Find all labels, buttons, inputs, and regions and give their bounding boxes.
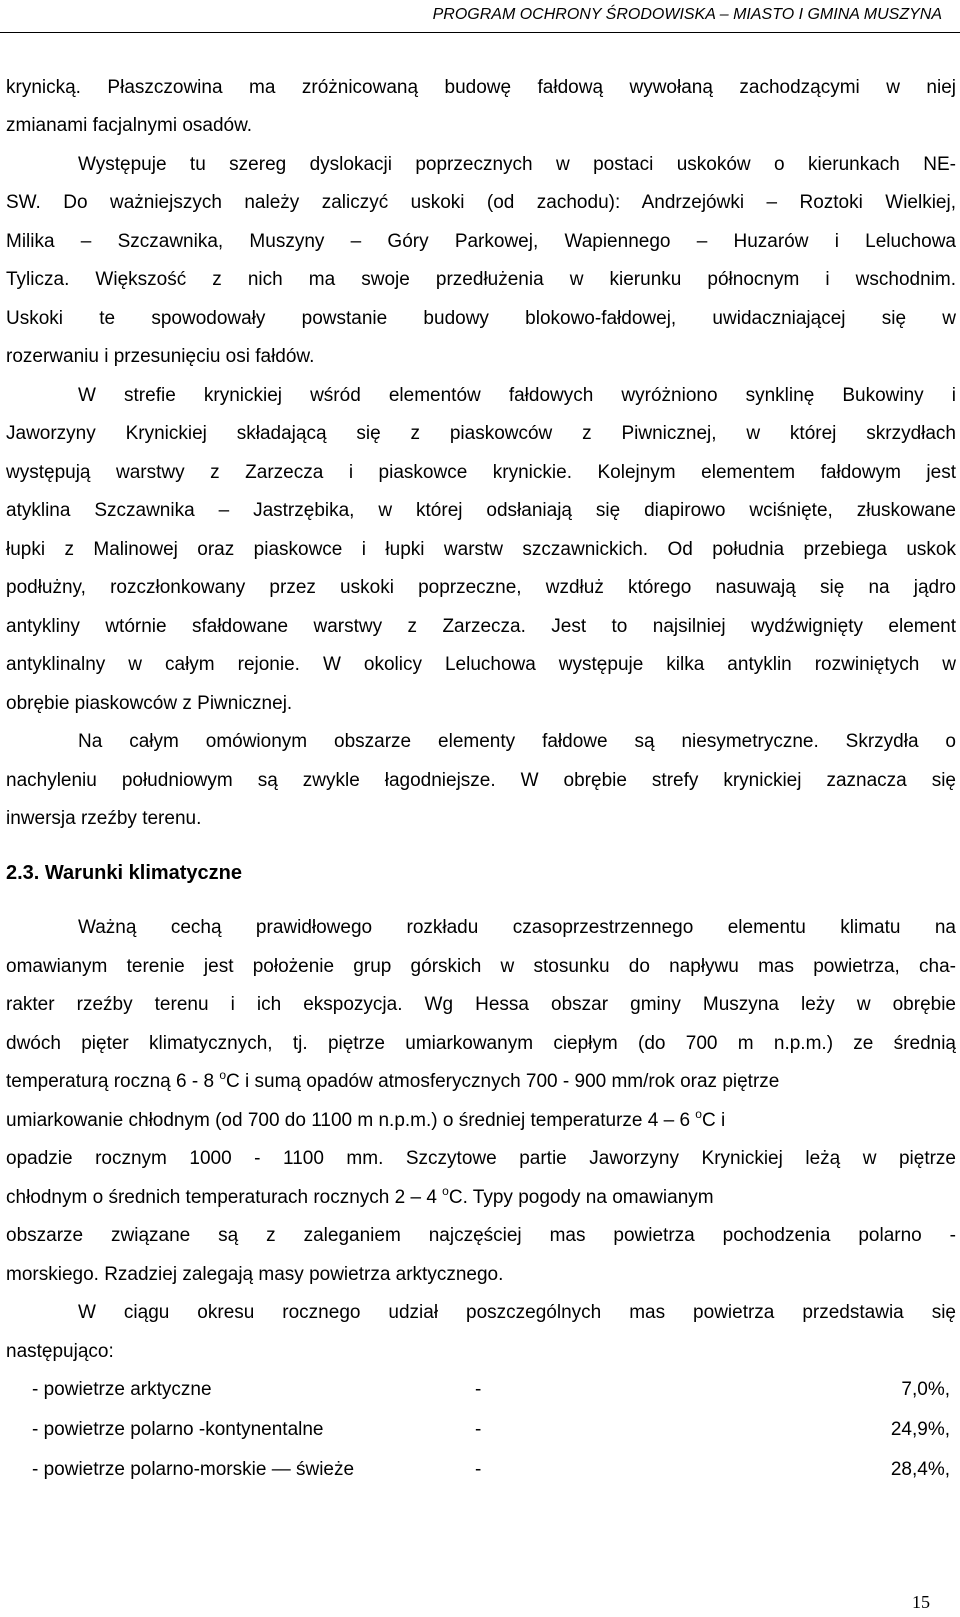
list-item-value: 7,0%, bbox=[901, 1379, 950, 1400]
list-item-value: 24,9%, bbox=[890, 1419, 950, 1440]
section-heading bbox=[6, 861, 956, 885]
header-title: PROGRAM OCHRONY ŚRODOWISKA – MIASTO I GMINA MUSZYNA bbox=[432, 6, 942, 23]
list-item-dash: - bbox=[475, 1419, 482, 1440]
text-line: łupki z Malinowej oraz piaskowce i łupki warstw szczawnickich. Od południa przebiega uskok bbox=[6, 539, 956, 560]
text-line: dwóch pięter klimatycznych, tj. piętrze umiarkowanym ciepłym (do 700 m n.p.m.) ze średnią bbox=[6, 1033, 956, 1054]
text-line: atyklina Szczawnika – Jastrzębika, w której odsłaniają się diapirowo wciśnięte, złuskowane bbox=[6, 500, 956, 521]
text-line: SW. Do ważniejszych należy zaliczyć uskoki (od zachodu): Andrzejówki – Roztoki Wielkiej, bbox=[6, 192, 956, 213]
text-line: Ważną cechą prawidłowego rozkładu czasoprzestrzennego elementu klimatu na bbox=[78, 917, 956, 938]
text-line: rozerwaniu i przesunięciu osi fałdów. bbox=[6, 346, 315, 367]
text-line: temperaturą roczną 6 - 8 $^o$C i sumą opadów atmosferycznych 700 - 900 mm/rok oraz piętrze bbox=[6, 1068, 780, 1092]
text-line: nachyleniu południowym są zwykle łagodniejsze. W obrębie strefy krynickiej zaznacza się bbox=[6, 770, 956, 791]
list-item-label: - powietrze arktyczne bbox=[32, 1379, 212, 1400]
text-line: podłużny, rozczłonkowany przez uskoki poprzeczne, wzdłuż którego nasuwają się na jądro bbox=[6, 577, 956, 598]
text-line: opadzie rocznym 1000 - 1100 mm. Szczytowe partie Jaworzyny Krynickiej leżą w piętrze bbox=[6, 1148, 956, 1169]
text-line: rakter rzeźby terenu i ich ekspozycja. Wg Hessa obszar gminy Muszyna leży w obrębie bbox=[6, 994, 956, 1015]
page-number: 15 bbox=[912, 1592, 930, 1612]
text-line: Tylicza. Większość z nich ma swoje przedłużenia w kierunku północnym i wschodnim. bbox=[6, 269, 956, 290]
list-item bbox=[32, 1458, 950, 1482]
text-line: obszarze związane są z zaleganiem najczęściej mas powietrza pochodzenia polarno - bbox=[6, 1225, 956, 1246]
list-item bbox=[32, 1378, 950, 1402]
text-line: Milika – Szczawnika, Muszyny – Góry Parkowej, Wapiennego – Huzarów i Leluchowa bbox=[6, 231, 956, 252]
list-item-label: - powietrze polarno -kontynentalne bbox=[32, 1419, 324, 1440]
text-line: W ciągu okresu rocznego udział poszczególnych mas powietrza przedstawia się bbox=[78, 1302, 956, 1323]
text-line: Na całym omówionym obszarze elementy fałdowe są niesymetryczne. Skrzydła o bbox=[78, 731, 956, 752]
text-line: krynicką. Płaszczowina ma zróżnicowaną budowę fałdową wywołaną zachodzącymi w niej bbox=[6, 77, 956, 98]
text-line: Jaworzyny Krynickiej składającą się z piaskowców z Piwnicznej, w której skrzydłach bbox=[6, 423, 956, 444]
text-line: inwersja rzeźby terenu. bbox=[6, 808, 202, 829]
text-line: morskiego. Rzadziej zalegają masy powietrza arktycznego. bbox=[6, 1264, 504, 1285]
section-title: Warunki klimatyczne bbox=[44, 862, 243, 884]
section-number: 2.3. bbox=[6, 862, 40, 884]
text-line: Występuje tu szereg dyslokacji poprzecznych w postaci uskoków o kierunkach NE- bbox=[78, 154, 956, 175]
text-line: antyklinalny w całym rejonie. W okolicy Leluchowa występuje kilka antyklin rozwiniętych w bbox=[6, 654, 956, 675]
list-item bbox=[32, 1418, 950, 1442]
text-line: omawianym terenie jest położenie grup górskich w stosunku do napływu mas powietrza, cha- bbox=[6, 956, 956, 977]
text-line: umiarkowanie chłodnym (od 700 do 1100 m n.p.m.) o średniej temperaturze 4 – 6 $^o$C i bbox=[6, 1107, 726, 1131]
text-line: obrębie piaskowców z Piwnicznej. bbox=[6, 693, 293, 714]
list-item-dash: - bbox=[475, 1379, 482, 1400]
text-line: chłodnym o średnich temperaturach rocznych 2 – 4 $^o$C. Typy pogody na omawianym bbox=[6, 1184, 714, 1208]
text-line: Uskoki te spowodowały powstanie budowy blokowo-fałdowej, uwidaczniającej się w bbox=[6, 308, 956, 329]
text-line: antykliny wtórnie sfałdowane warstwy z Zarzecza. Jest to najsilniej wydźwignięty element bbox=[6, 616, 956, 637]
page-header bbox=[0, 4, 960, 33]
text-line: W strefie krynickiej wśród elementów fałdowych wyróżniono synklinę Bukowiny i bbox=[78, 385, 956, 406]
list-item-label: - powietrze polarno-morskie — świeże bbox=[32, 1459, 355, 1480]
text-line: następująco: bbox=[6, 1341, 114, 1362]
text-line: zmianami facjalnymi osadów. bbox=[6, 115, 253, 136]
list-item-value: 28,4%, bbox=[890, 1459, 950, 1480]
text-line: występują warstwy z Zarzecza i piaskowce krynickie. Kolejnym elementem fałdowym jest bbox=[6, 462, 956, 483]
list-item-dash: - bbox=[475, 1459, 482, 1480]
